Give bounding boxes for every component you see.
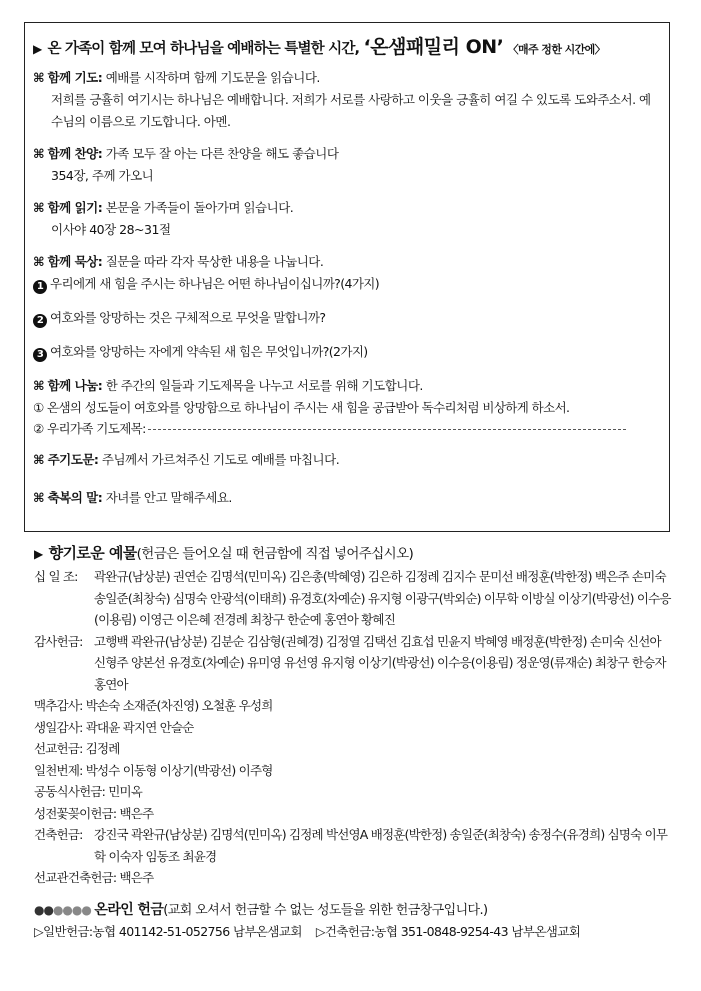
sharing-label: 함께 나눔: [47,378,103,393]
command-icon: ⌘ [33,378,45,393]
section-praise [33,143,669,187]
offering-names: 백은주 [119,870,154,885]
worship-header-text: 온 가족이 함께 모여 하나님을 예배하는 특별한 시간, [47,41,360,57]
section-prayer [33,67,669,133]
offering-type: 십 일 조: [34,569,78,584]
general-offering-account: ▷일반헌금:농협 401142-51-052756 남부온샘교회 [34,923,302,939]
offering-row [34,760,674,782]
online-offering-title: 온라인 헌금 [94,901,164,918]
offering-row [34,738,674,760]
number-badge: 3 [33,348,47,362]
question-text: 우리에게 새 힘을 주시는 하나님은 어떤 하나님이십니까?(4가지) [50,276,380,291]
command-icon: ⌘ [33,146,45,161]
offering-row [34,566,674,631]
praise-hymn: 354장, 주께 가오니 [51,168,154,183]
command-icon: ⌘ [33,70,45,85]
blessing-desc: 자녀를 안고 말해주세요. [105,490,232,505]
offering-type: 공동식사헌금: [34,784,106,799]
command-icon: ⌘ [33,490,45,505]
offering-section [34,540,674,942]
question-text: 여호와를 앙망하는 것은 구체적으로 무엇을 말합니까? [50,310,326,325]
family-prayer-label: ② 우리가족 기도제목: [33,421,146,436]
offering-names: 고행백 곽완규(남상분) 김분순 김삼형(권혜경) 김정열 김택선 김효섭 민윤지 박혜영 배정훈(박한정) 손미숙 신선아 신형주 양본선 유경호(차예순) 유미영 유선영 유지형 이상기(박광선) 이수응(이용림) 정운영(류재순) 최창구 한승자 홍연아 [94,633,666,692]
offering-type: 선교헌금: [34,741,83,756]
offering-type: 건축헌금: [34,827,83,842]
command-icon: ⌘ [33,452,45,467]
offering-row [34,803,674,825]
offering-type: 선교관건축헌금: [34,870,117,885]
offering-row [34,695,674,717]
question-item [33,273,669,295]
section-blessing [33,487,669,509]
worship-program-name: ‘온샘패밀리 ON’ [363,36,504,58]
offering-type: 성전꽃꽂이헌금: [34,805,117,821]
question-item [33,341,669,363]
offering-names: 곽완규(남상분) 권연순 김명석(민미옥) 김은총(박혜영) 김은하 김정례 김지수 문미선 배정훈(박한정) 백은주 손미숙 송일준(최창숙) 심명숙 안광석(이태희) 유경호(차예순) 유지형 이광구(박외순) 이무학 이방실 이상기(박광선) 이수응(이용림) 이영근 이은혜 전경례 최창구 한순예 홍연아 황혜진 [94,569,671,627]
command-icon: ⌘ [33,200,45,215]
section-meditation [33,251,669,363]
lords-prayer-label: 주기도문: [47,452,99,467]
dots-icon: ●●●●●● [34,902,91,917]
building-offering-account: ▷건축헌금:농협 351-0848-9254-43 남부온샘교회 [315,923,581,939]
offering-row [34,867,674,889]
offering-names: 백은주 [119,805,154,821]
worship-header [33,33,669,63]
offering-title: 향기로운 예물 [48,544,137,562]
number-badge: 1 [33,280,47,294]
offering-header [34,540,674,566]
blank-line [148,429,626,430]
praise-desc: 가족 모두 잘 아는 다른 찬양을 해도 좋습니다 [105,146,339,161]
meditation-desc: 질문을 따라 각자 묵상한 내용을 나눕니다. [105,254,324,269]
worship-schedule-note: 〈매주 정한 시간에〉 [507,43,606,56]
family-prayer-field [33,418,669,439]
offering-subtitle: (헌금은 들어오실 때 헌금함에 직접 넣어주십시오) [136,546,414,562]
offering-type: 맥추감사: [34,698,83,713]
family-worship-box [24,22,670,532]
bank-accounts [34,922,674,942]
prayer-text: 저희를 긍휼히 여기시는 하나님은 예배합니다. 저희가 서로를 사랑하고 이웃을 긍휼히 여길 수 있도록 도와주소서. 예수님의 이름으로 기도합니다. 아멘. [51,92,651,129]
prayer-desc: 예배를 시작하며 함께 기도문을 읽습니다. [105,70,320,85]
section-reading [33,197,669,241]
sharing-prayer-topic: ① 온샘의 성도들이 여호와를 앙망함으로 하나님이 주시는 새 힘을 공급받아 독수리처럼 비상하게 하소서. [33,400,570,415]
question-item [33,307,669,329]
offering-names: 곽대윤 곽지연 안슬순 [85,719,194,735]
command-icon: ⌘ [33,254,45,269]
blessing-label: 축복의 말: [47,490,103,505]
question-text: 여호와를 앙망하는 자에게 약속된 새 힘은 무엇입니까?(2가지) [50,344,368,359]
offering-row [34,824,674,867]
section-sharing [33,375,669,439]
online-offering-subtitle: (교회 오셔서 헌금할 수 없는 성도들을 위한 헌금창구입니다.) [163,902,488,918]
number-badge: 2 [33,314,47,328]
offering-type: 일천번제: [34,762,83,778]
offering-names: 김정례 [85,741,120,756]
prayer-label: 함께 기도: [47,70,103,85]
section-lords-prayer [33,449,669,471]
offering-row [34,631,674,696]
offering-names: 박손숙 소재준(차진영) 오철훈 우성희 [85,698,273,713]
meditation-label: 함께 묵상: [47,254,103,269]
praise-label: 함께 찬양: [47,146,103,161]
offering-row [34,717,674,739]
offering-names: 민미옥 [108,784,143,799]
triangle-icon: ▶ [34,547,43,561]
sharing-desc: 한 주간의 일들과 기도제목을 나누고 서로를 위해 기도합니다. [105,378,423,393]
offering-type: 생일감사: [34,719,83,735]
offering-names: 박성수 이동형 이상기(박광선) 이주형 [85,762,273,778]
lords-prayer-desc: 주님께서 가르쳐주신 기도로 예배를 마칩니다. [101,452,340,467]
reading-label: 함께 읽기: [47,200,103,215]
reading-passage: 이사야 40장 28~31절 [51,222,171,237]
triangle-icon: ▶ [33,42,42,56]
offering-row [34,781,674,803]
offering-names: 강진국 곽완규(남상분) 김명석(민미옥) 김정례 박선영A 배정훈(박한정) 송일준(최창숙) 송정수(유경희) 심명숙 이무학 이숙자 임동조 최윤경 [94,827,668,864]
reading-desc: 본문을 가족들이 돌아가며 읽습니다. [105,200,294,215]
online-offering-header [34,899,674,922]
offering-type: 감사헌금: [34,633,83,649]
